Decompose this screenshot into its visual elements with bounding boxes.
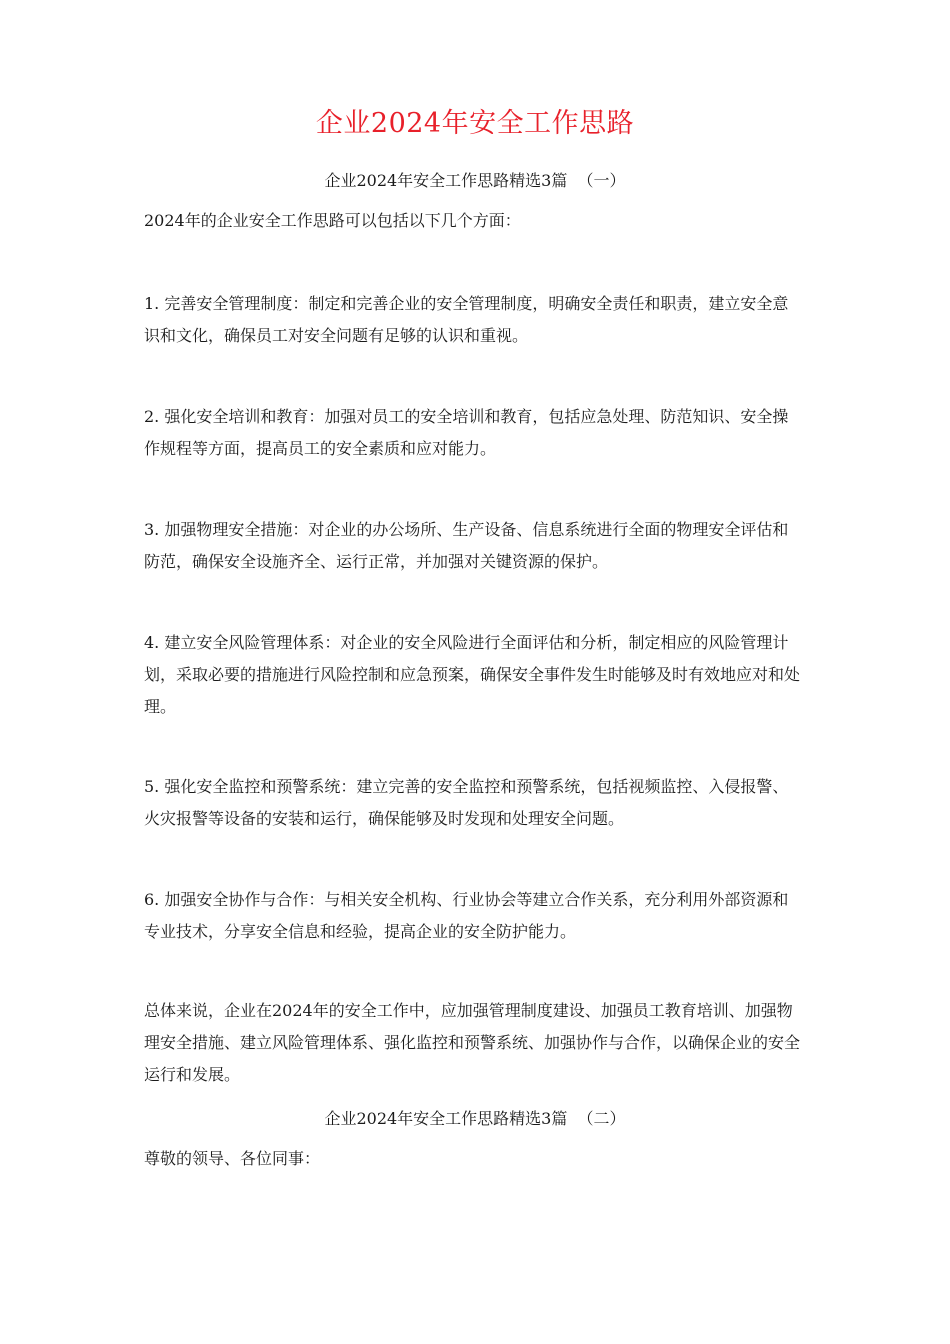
intro-paragraph: 2024年的企业安全工作思路可以包括以下几个方面： <box>144 211 521 230</box>
list-item: 5. 强化安全监控和预警系统：建立完善的安全监控和预警系统，包括视频监控、入侵报警、火灾报警等设备的安装和运行，确保能够及时发现和处理安全问题。 <box>144 777 789 828</box>
salutation: 尊敬的领导、各位同事： <box>144 1149 321 1168</box>
section-one-heading: 企业2024年安全工作思路精选3篇 （一） <box>324 171 626 190</box>
list-item: 3. 加强物理安全措施：对企业的办公场所、生产设备、信息系统进行全面的物理安全评估和防范，确保安全设施齐全、运行正常，并加强对关键资源的保护。 <box>144 520 789 571</box>
list-item: 6. 加强安全协作与合作：与相关安全机构、行业协会等建立合作关系，充分利用外部资源和专业技术，分享安全信息和经验，提高企业的安全防护能力。 <box>144 890 789 941</box>
list-item: 2. 强化安全培训和教育：加强对员工的安全培训和教育，包括应急处理、防范知识、安全操作规程等方面，提高员工的安全素质和应对能力。 <box>144 407 789 458</box>
summary-paragraph: 总体来说，企业在2024年的安全工作中，应加强管理制度建设、加强员工教育培训、加强物理安全措施、建立风险管理体系、强化监控和预警系统、加强协作与合作，以确保企业的安全运行和发展。 <box>144 1001 801 1084</box>
list-item: 1. 完善安全管理制度：制定和完善企业的安全管理制度，明确安全责任和职责，建立安全意识和文化，确保员工对安全问题有足够的认识和重视。 <box>144 294 789 345</box>
list-item: 4. 建立安全风险管理体系：对企业的安全风险进行全面评估和分析，制定相应的风险管理计划，采取必要的措施进行风险控制和应急预案，确保安全事件发生时能够及时有效地应对和处理。 <box>144 633 801 716</box>
section-two-heading: 企业2024年安全工作思路精选3篇 （二） <box>324 1109 626 1128</box>
document-title: 企业2024年安全工作思路 <box>315 108 635 139</box>
